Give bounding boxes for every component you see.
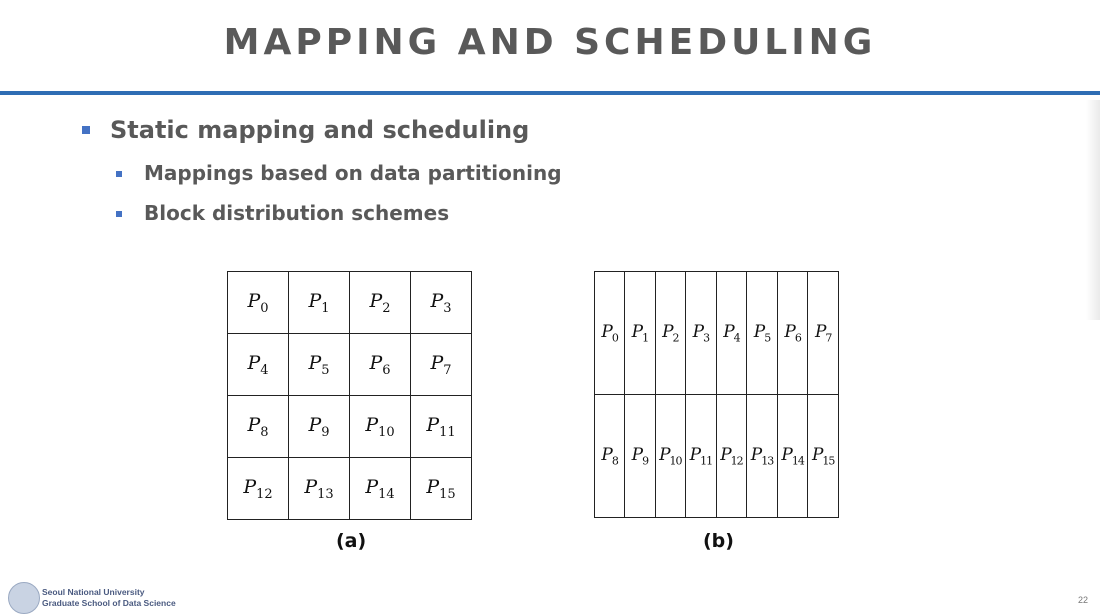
processor-index: 12 (256, 486, 273, 502)
processor-index: 8 (260, 424, 269, 440)
block-distribution-grid-a (227, 271, 472, 520)
processor-index: 6 (382, 362, 391, 378)
processor-cell (411, 458, 472, 520)
processor-cell (289, 396, 350, 458)
edge-shadow (1086, 100, 1100, 320)
processor-symbol: P (601, 444, 612, 465)
processor-index: 14 (378, 486, 395, 502)
processor-cell (595, 395, 625, 518)
processor-index: 6 (794, 331, 801, 345)
processor-index: 9 (321, 424, 330, 440)
processor-cell (686, 395, 717, 518)
processor-index: 3 (703, 331, 710, 345)
processor-symbol: P (365, 413, 379, 436)
processor-symbol: P (601, 321, 612, 342)
processor-index: 13 (317, 486, 334, 502)
processor-cell (747, 272, 778, 395)
processor-symbol: P (247, 413, 261, 436)
bullet-square-icon (116, 211, 122, 217)
processor-symbol: P (814, 321, 826, 342)
bullet-level1: Static mapping and scheduling (110, 116, 530, 144)
block-distribution-grid-b (594, 271, 839, 518)
processor-cell (808, 272, 839, 395)
grid-row (228, 272, 472, 334)
processor-index: 8 (611, 454, 618, 468)
processor-symbol: P (308, 413, 322, 436)
grid-row (228, 334, 472, 396)
processor-symbol: P (692, 321, 704, 342)
bullet-level2: Mappings based on data partitioning (144, 161, 562, 185)
processor-cell (686, 272, 717, 395)
processor-cell (411, 396, 472, 458)
processor-cell (228, 396, 289, 458)
processor-index: 2 (672, 331, 679, 345)
processor-index: 0 (260, 300, 269, 316)
slide-title: MAPPING AND SCHEDULING (223, 22, 877, 63)
processor-cell (228, 272, 289, 334)
processor-index: 12 (730, 454, 743, 468)
grid-row (228, 396, 472, 458)
grid-row (228, 458, 472, 520)
processor-symbol: P (243, 475, 257, 498)
processor-symbol: P (430, 351, 444, 374)
processor-index: 2 (382, 300, 391, 316)
processor-symbol: P (753, 321, 765, 342)
processor-cell (747, 395, 778, 518)
processor-symbol: P (689, 444, 701, 465)
processor-cell (808, 395, 839, 518)
processor-cell (655, 272, 686, 395)
processor-cell (595, 272, 625, 395)
grid-row (595, 272, 839, 395)
bullet-square-icon (82, 126, 90, 134)
processor-symbol: P (426, 413, 440, 436)
processor-cell (716, 395, 747, 518)
processor-symbol: P (247, 289, 261, 312)
processor-cell (350, 458, 411, 520)
processor-index: 13 (761, 454, 774, 468)
processor-index: 5 (321, 362, 330, 378)
processor-index: 11 (700, 454, 713, 468)
processor-index: 14 (791, 454, 804, 468)
processor-index: 15 (822, 454, 835, 468)
processor-index: 4 (260, 362, 269, 378)
processor-symbol: P (784, 321, 795, 342)
processor-cell (716, 272, 747, 395)
processor-symbol: P (811, 444, 823, 465)
processor-symbol: P (781, 444, 792, 465)
figure-caption-b: (b) (703, 530, 734, 552)
bullet-square-icon (116, 171, 122, 177)
processor-cell (289, 272, 350, 334)
processor-symbol: P (750, 444, 762, 465)
processor-symbol: P (369, 289, 383, 312)
processor-cell (411, 272, 472, 334)
processor-symbol: P (659, 444, 670, 465)
processor-cell (289, 334, 350, 396)
footer-org (42, 587, 176, 609)
processor-cell (350, 334, 411, 396)
processor-symbol: P (426, 475, 440, 498)
processor-cell (228, 458, 289, 520)
processor-index: 1 (642, 331, 649, 345)
processor-cell (655, 395, 686, 518)
processor-symbol: P (723, 321, 734, 342)
processor-cell (350, 272, 411, 334)
university-logo-icon (8, 582, 40, 614)
grid-row (595, 395, 839, 518)
processor-index: 11 (439, 424, 456, 440)
processor-cell (625, 395, 655, 518)
processor-symbol: P (365, 475, 379, 498)
footer-org-line1: Seoul National University (42, 587, 145, 597)
processor-index: 7 (443, 362, 452, 378)
processor-symbol: P (631, 321, 643, 342)
processor-index: 3 (443, 300, 452, 316)
processor-cell (777, 272, 808, 395)
processor-index: 10 (378, 424, 395, 440)
processor-cell (777, 395, 808, 518)
processor-symbol: P (308, 351, 322, 374)
processor-index: 4 (733, 331, 740, 345)
processor-symbol: P (631, 444, 643, 465)
processor-symbol: P (369, 351, 383, 374)
processor-cell (411, 334, 472, 396)
figure-caption-a: (a) (336, 530, 367, 552)
processor-cell (289, 458, 350, 520)
processor-cell (625, 272, 655, 395)
processor-index: 15 (439, 486, 456, 502)
processor-symbol: P (430, 289, 444, 312)
footer-org-line2: Graduate School of Data Science (42, 598, 176, 608)
bullet-level2: Block distribution schemes (144, 201, 450, 225)
processor-symbol: P (247, 351, 261, 374)
processor-index: 10 (669, 454, 682, 468)
processor-symbol: P (662, 321, 673, 342)
processor-index: 0 (611, 331, 618, 345)
processor-symbol: P (308, 289, 322, 312)
title-divider (0, 91, 1100, 95)
page-number: 22 (1077, 595, 1088, 605)
processor-cell (228, 334, 289, 396)
processor-index: 5 (764, 331, 771, 345)
processor-symbol: P (304, 475, 318, 498)
processor-symbol: P (720, 444, 731, 465)
processor-cell (350, 396, 411, 458)
processor-index: 7 (825, 331, 832, 345)
processor-index: 1 (321, 300, 330, 316)
processor-index: 9 (642, 454, 649, 468)
